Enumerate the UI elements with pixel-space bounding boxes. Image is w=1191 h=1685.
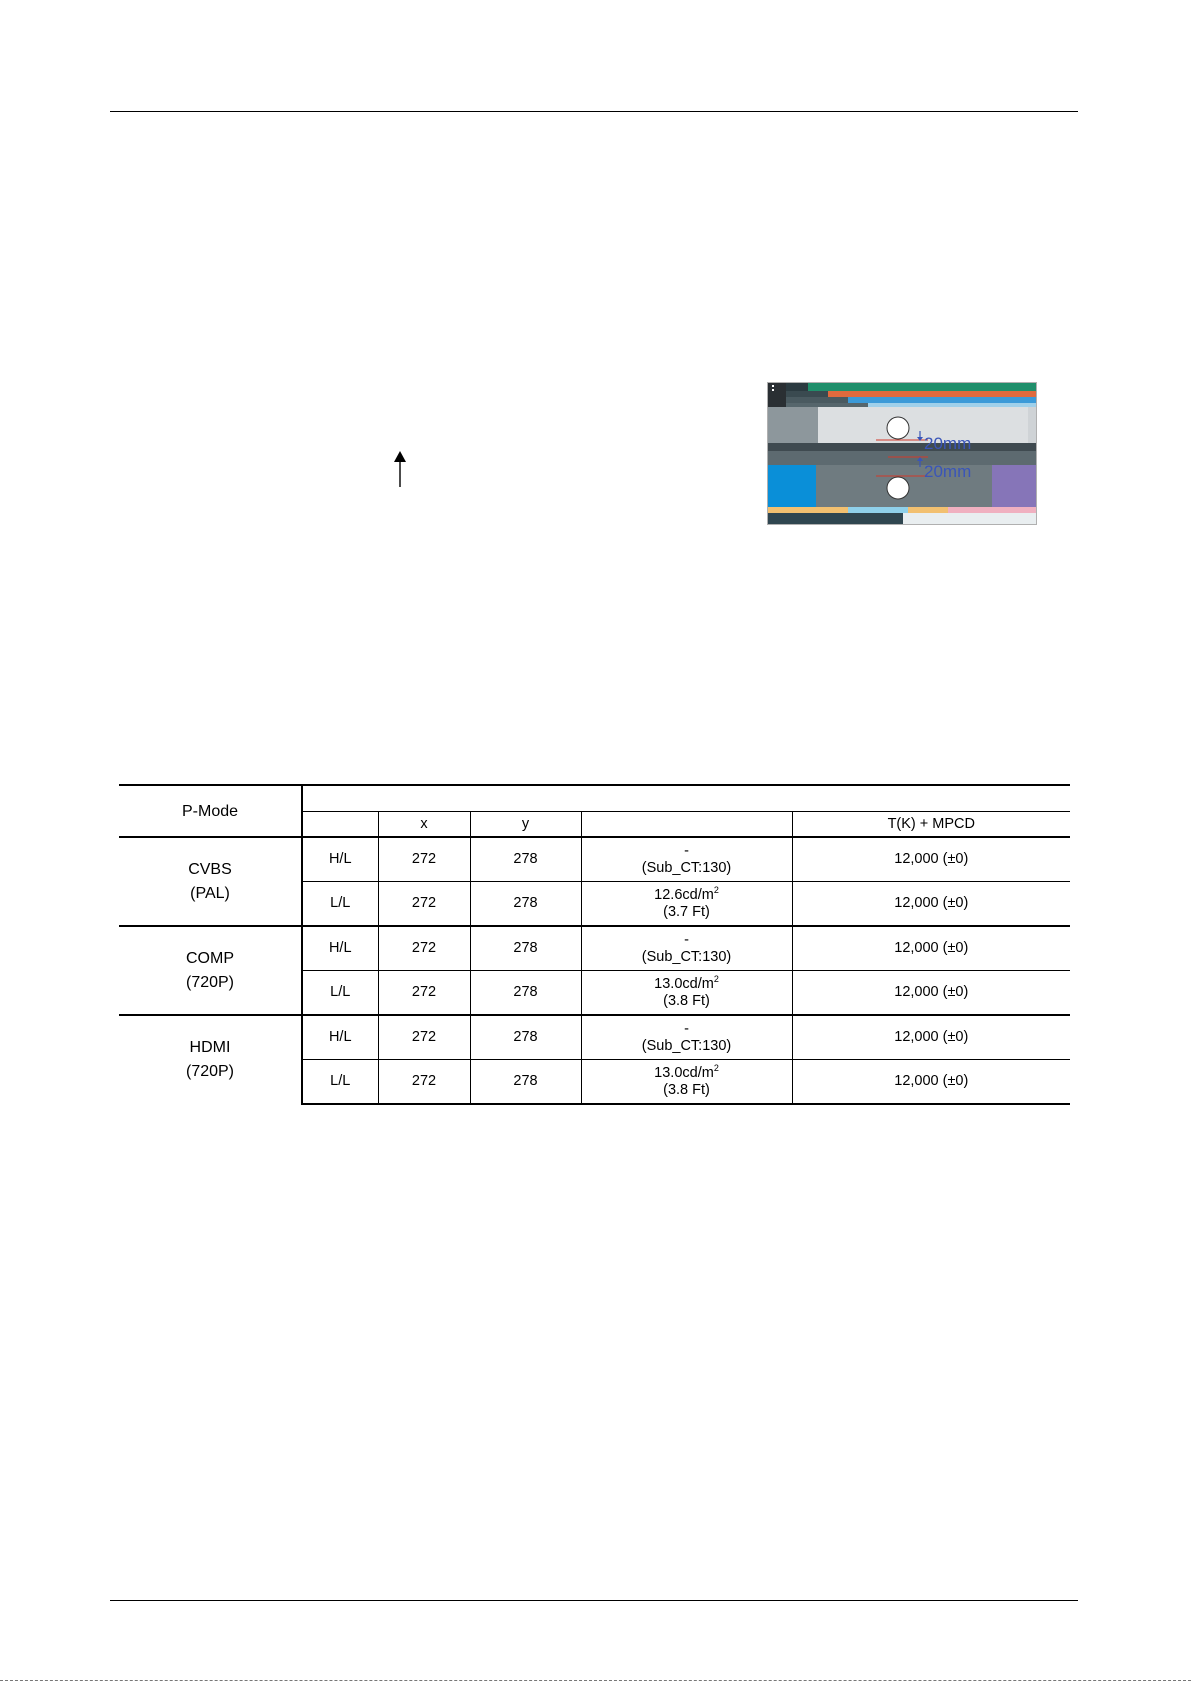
level-cell: H/L <box>302 926 378 971</box>
luminance-cell: $13.0cd/m^2$ (3.8 Ft) <box>581 971 792 1016</box>
table-header-row <box>119 785 1070 812</box>
up-arrow-icon <box>393 451 407 487</box>
level-cell: L/L <box>302 971 378 1016</box>
page-edge <box>0 1680 1191 1681</box>
pmode-header: P-Mode <box>119 785 302 837</box>
luminance-cell: - (Sub_CT:130) <box>581 1015 792 1060</box>
luminance-cell: - (Sub_CT:130) <box>581 837 792 882</box>
x-cell: 272 <box>378 1060 470 1105</box>
temp-cell: 12,000 (±0) <box>792 882 1070 927</box>
temp-header: T(K) + MPCD <box>792 812 1070 838</box>
header-group-cell <box>302 785 1070 812</box>
mpcd-table <box>119 784 1070 1105</box>
luminance-header <box>581 812 792 838</box>
mode-cell: HDMI (720P) <box>119 1015 302 1104</box>
level-cell: H/L <box>302 1015 378 1060</box>
level-header <box>302 812 378 838</box>
dimension-label-bottom: 20mm <box>924 462 972 481</box>
header-rule <box>110 111 1078 112</box>
table-row <box>119 837 1070 882</box>
luminance-cell: $13.0cd/m^2$ (3.8 Ft) <box>581 1060 792 1105</box>
x-cell: 272 <box>378 971 470 1016</box>
temp-cell: 12,000 (±0) <box>792 926 1070 971</box>
y-cell: 278 <box>470 926 581 971</box>
x-header: x <box>378 812 470 838</box>
temp-cell: 12,000 (±0) <box>792 1015 1070 1060</box>
mode-cell: COMP (720P) <box>119 926 302 1015</box>
dimension-label-top: 20mm <box>924 434 972 453</box>
level-cell: L/L <box>302 1060 378 1105</box>
x-cell: 272 <box>378 926 470 971</box>
footer-rule <box>110 1600 1078 1601</box>
test-pattern-image <box>767 382 1037 525</box>
y-cell: 278 <box>470 971 581 1016</box>
x-cell: 272 <box>378 882 470 927</box>
table-row <box>119 926 1070 971</box>
level-cell: H/L <box>302 837 378 882</box>
level-cell: L/L <box>302 882 378 927</box>
luminance-cell: - (Sub_CT:130) <box>581 926 792 971</box>
y-cell: 278 <box>470 1060 581 1105</box>
x-cell: 272 <box>378 837 470 882</box>
x-cell: 272 <box>378 1015 470 1060</box>
table-row <box>119 1015 1070 1060</box>
y-cell: 278 <box>470 882 581 927</box>
y-header: y <box>470 812 581 838</box>
y-cell: 278 <box>470 1015 581 1060</box>
temp-cell: 12,000 (±0) <box>792 837 1070 882</box>
mode-cell: CVBS (PAL) <box>119 837 302 926</box>
y-cell: 278 <box>470 837 581 882</box>
temp-cell: 12,000 (±0) <box>792 1060 1070 1105</box>
temp-cell: 12,000 (±0) <box>792 971 1070 1016</box>
luminance-cell: $12.6cd/m^2$ (3.7 Ft) <box>581 882 792 927</box>
